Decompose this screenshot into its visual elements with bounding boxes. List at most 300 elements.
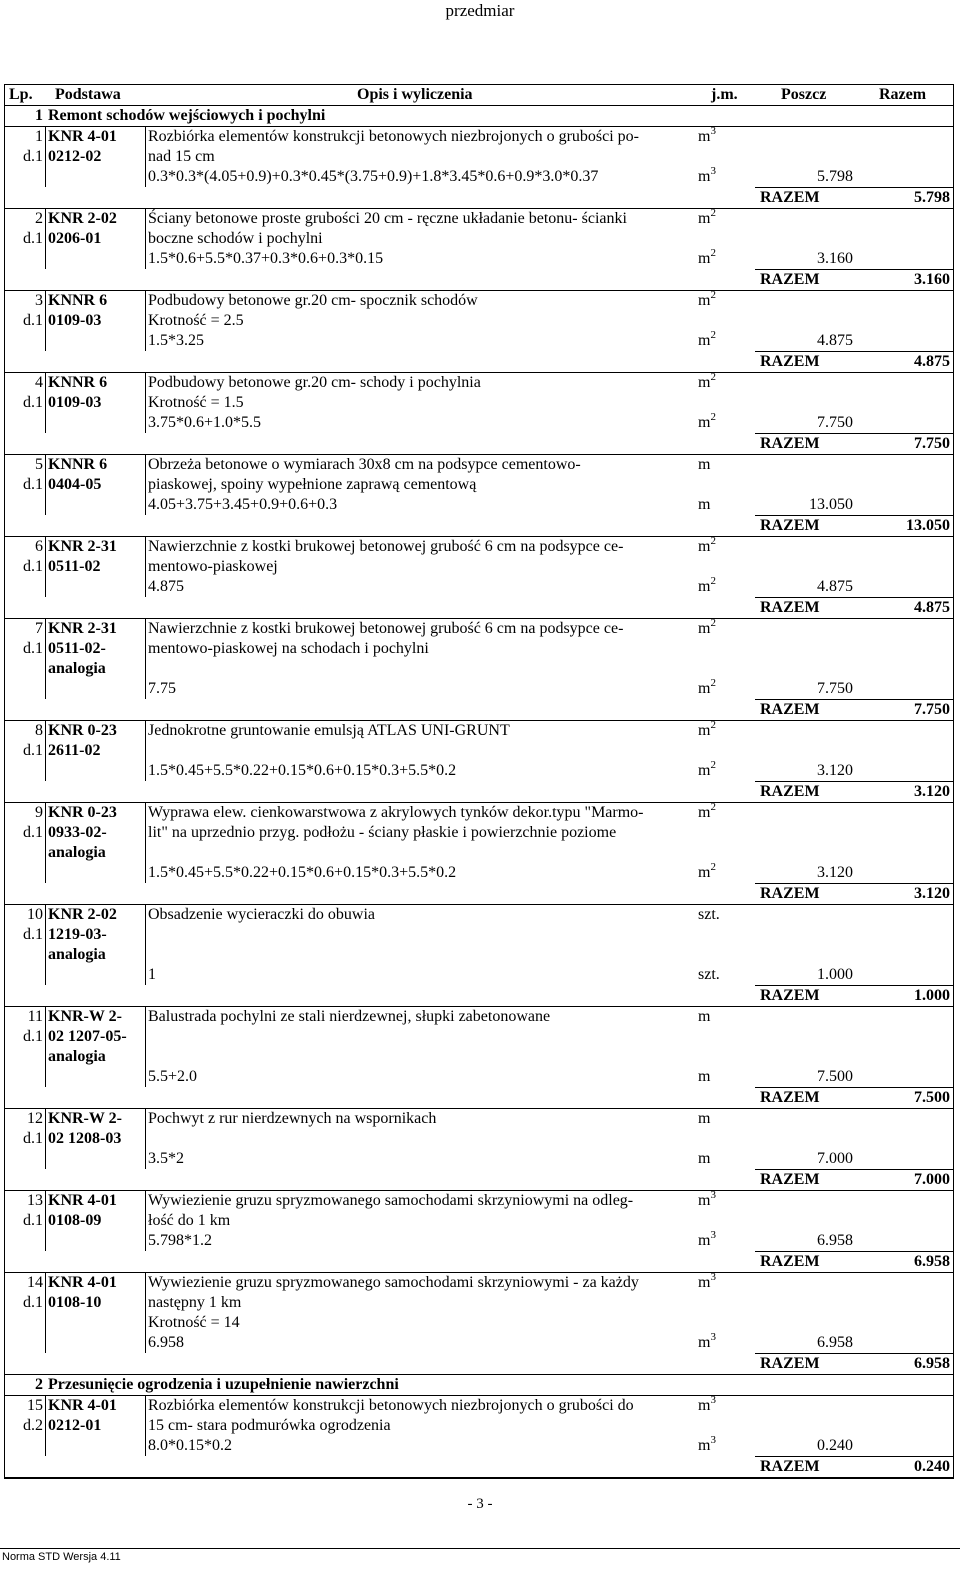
row-unit: [698, 1109, 710, 1129]
row-podstawa-line: KNR 4-01: [48, 1192, 117, 1209]
row-description-line: Podbudowy betonowe gr.20 cm- spocznik schodów: [148, 292, 478, 309]
razem-value: 3.120: [914, 783, 950, 800]
row-calc-unit: [698, 247, 716, 269]
razem-label: RAZEM: [760, 353, 820, 370]
row-description-line: lit" na uprzednio przyg. podłożu - ściany płaskie i powierzchnie poziome: [148, 824, 617, 841]
row-number: 7: [35, 620, 43, 637]
razem-value: 7.750: [914, 701, 950, 718]
unit-exponent: 3: [710, 1189, 716, 1201]
row-poszcz-value: 6.958: [817, 1334, 853, 1351]
razem-value: 0.240: [914, 1458, 950, 1475]
row-calc-unit-text: m: [698, 1150, 711, 1167]
row-unit: [698, 905, 720, 925]
row-unit-text: [698, 801, 716, 821]
unit-exponent: 2: [710, 719, 716, 731]
table-row: [5, 209, 953, 291]
row-podstawa-line: KNNR 6: [48, 456, 108, 473]
row-description-line: łość do 1 km: [148, 1212, 231, 1229]
row-podstawa-line: 0212-01: [48, 1417, 102, 1434]
row-description-line: następny 1 km: [148, 1294, 242, 1311]
row-poszcz-value: 13.050: [809, 496, 853, 513]
column-divider: [45, 127, 46, 187]
column-divider: [145, 803, 146, 883]
row-unit: [698, 801, 716, 823]
razem-value: 7.750: [914, 435, 950, 452]
row-calc-unit: [698, 495, 710, 515]
row-description-line: piaskowej, spoiny wypełnione zaprawą cementową: [148, 476, 477, 493]
row-podstawa-line: KNR 2-31: [48, 538, 117, 555]
row-unit: [698, 1271, 716, 1293]
row-section-ref: d.1: [23, 1212, 43, 1229]
row-podstawa-line: analogia: [48, 1048, 106, 1065]
razem-value: 4.875: [914, 353, 950, 370]
column-divider: [45, 803, 46, 883]
table-body: [4, 106, 954, 1479]
row-podstawa-line: KNR 2-02: [48, 210, 117, 227]
column-divider: [45, 905, 46, 985]
header-podstawa: Podstawa: [55, 86, 121, 103]
razem-label: RAZEM: [760, 701, 820, 718]
razem-value: 3.160: [914, 271, 950, 288]
unit-base: m: [698, 414, 711, 431]
unit-exponent: 3: [710, 125, 716, 137]
row-calc-unit-text: [698, 165, 716, 185]
row-unit-text: [698, 719, 716, 739]
row-description-line: Obsadzenie wycieraczki do obuwia: [148, 906, 376, 923]
unit-base: m: [698, 332, 711, 349]
unit-exponent: 3: [710, 1394, 716, 1406]
section-number: 1: [35, 107, 43, 124]
row-podstawa-line: KNR-W 2-: [48, 1008, 122, 1025]
table-header-row: [4, 84, 954, 106]
row-section-ref: d.1: [23, 476, 43, 493]
row-podstawa-line: KNR 2-31: [48, 620, 117, 637]
row-podstawa-line: 0108-10: [48, 1294, 102, 1311]
row-poszcz-value: 3.160: [817, 250, 853, 267]
row-calculation: 1.5*0.45+5.5*0.22+0.15*0.6+0.15*0.3+5.5*0.2: [148, 864, 457, 881]
row-podstawa-line: 0212-02: [48, 148, 102, 165]
row-number: 12: [27, 1110, 43, 1127]
razem-label: RAZEM: [760, 189, 820, 206]
row-podstawa-line: analogia: [48, 946, 106, 963]
column-divider: [145, 1191, 146, 1251]
row-calculation: 7.75: [148, 680, 176, 697]
razem-label: RAZEM: [760, 1089, 820, 1106]
razem-label: RAZEM: [760, 517, 820, 534]
row-calc-unit-text: [698, 1331, 716, 1351]
razem-label: RAZEM: [760, 1355, 820, 1372]
razem-label: RAZEM: [760, 599, 820, 616]
row-section-ref: d.1: [23, 824, 43, 841]
unit-exponent: 3: [710, 1271, 716, 1283]
unit-base: m: [698, 538, 711, 555]
razem-label: RAZEM: [760, 885, 820, 902]
table-row: [5, 1273, 953, 1375]
row-calculation: 1.5*0.6+5.5*0.37+0.3*0.6+0.3*0.15: [148, 250, 384, 267]
column-divider: [145, 373, 146, 433]
razem-value: 3.120: [914, 885, 950, 902]
row-calc-unit: [698, 1067, 710, 1087]
page-header-title: przedmiar: [445, 1, 515, 20]
row-section-ref: d.1: [23, 640, 43, 657]
row-unit: [698, 455, 710, 475]
column-divider: [45, 1109, 46, 1169]
row-section-ref: d.1: [23, 558, 43, 575]
table-row: [5, 1007, 953, 1109]
column-divider: [145, 127, 146, 187]
row-calc-unit-text: [698, 411, 716, 431]
row-number: 1: [35, 128, 43, 145]
unit-exponent: 3: [710, 1229, 716, 1241]
column-divider: [45, 455, 46, 515]
row-unit-text: [698, 125, 716, 145]
table-row: [5, 619, 953, 721]
row-podstawa-line: KNR 0-23: [48, 804, 117, 821]
table-row: [5, 1191, 953, 1273]
row-unit-text: [698, 371, 716, 391]
unit-base: m: [698, 722, 711, 739]
row-description-line: Nawierzchnie z kostki brukowej betonowej grubość 6 cm na podsypce ce-: [148, 620, 624, 637]
unit-base: m: [698, 620, 711, 637]
unit-base: m: [698, 762, 711, 779]
header-lp: Lp.: [9, 86, 33, 103]
row-calc-unit-text: [698, 759, 716, 779]
row-calc-unit: [698, 329, 716, 351]
razem-value: 7.500: [914, 1089, 950, 1106]
row-calculation: 1: [148, 966, 156, 983]
unit-exponent: 2: [710, 861, 716, 873]
razem-value: 1.000: [914, 987, 950, 1004]
row-unit: [698, 719, 716, 741]
razem-label: RAZEM: [760, 987, 820, 1004]
column-divider: [145, 1007, 146, 1087]
unit-exponent: 2: [710, 575, 716, 587]
row-poszcz-value: 6.958: [817, 1232, 853, 1249]
row-description-line: Nawierzchnie z kostki brukowej betonowej grubość 6 cm na podsypce ce-: [148, 538, 624, 555]
razem-value: 5.798: [914, 189, 950, 206]
row-calc-unit-text: [698, 1434, 716, 1454]
row-unit-text: [698, 617, 716, 637]
row-calc-unit: [698, 759, 716, 781]
row-unit-text: [698, 207, 716, 227]
row-calc-unit: [698, 411, 716, 433]
table-row: [5, 905, 953, 1007]
row-calculation: 4.05+3.75+3.45+0.9+0.6+0.3: [148, 496, 338, 513]
column-divider: [45, 619, 46, 699]
row-number: 9: [35, 804, 43, 821]
row-number: 10: [27, 906, 43, 923]
row-section-ref: d.1: [23, 1294, 43, 1311]
header-poszcz: Poszcz: [781, 86, 827, 103]
row-poszcz-value: 3.120: [817, 762, 853, 779]
row-unit: [698, 125, 716, 147]
row-poszcz-value: 3.120: [817, 864, 853, 881]
row-calculation: 6.958: [148, 1334, 184, 1351]
row-description-line: Balustrada pochylni ze stali nierdzewnej, słupki zabetonowane: [148, 1008, 551, 1025]
row-unit-text: [698, 1271, 716, 1291]
table-row: [5, 537, 953, 619]
column-divider: [45, 1007, 46, 1087]
column-divider: [145, 291, 146, 351]
row-calc-unit-text: szt.: [698, 966, 720, 983]
row-description-line: Wywiezienie gruzu spryzmowanego samochodami skrzyniowymi na odleg-: [148, 1192, 634, 1209]
row-section-ref: d.1: [23, 742, 43, 759]
column-divider: [45, 209, 46, 269]
row-calculation: 3.5*2: [148, 1150, 184, 1167]
row-calculation: 4.875: [148, 578, 184, 595]
row-calc-unit-text: [698, 247, 716, 267]
column-divider: [45, 373, 46, 433]
row-number: 2: [35, 210, 43, 227]
row-calc-unit-text: m: [698, 496, 711, 513]
row-calculation: 1.5*0.45+5.5*0.22+0.15*0.6+0.15*0.3+5.5*0.2: [148, 762, 457, 779]
row-unit-text: szt.: [698, 906, 720, 923]
unit-exponent: 2: [710, 801, 716, 813]
row-description-line: Jednokrotne gruntowanie emulsją ATLAS UNI-GRUNT: [148, 722, 510, 739]
row-section-ref: d.1: [23, 312, 43, 329]
row-description-line: Ściany betonowe proste grubości 20 cm - ręczne układanie betonu- ścianki: [148, 210, 627, 227]
row-unit: [698, 617, 716, 639]
row-section-ref: d.1: [23, 148, 43, 165]
row-podstawa-line: 0206-01: [48, 230, 102, 247]
column-divider: [145, 1273, 146, 1353]
section-row: [5, 106, 953, 127]
table-row: [5, 373, 953, 455]
row-unit-text: m: [698, 1110, 711, 1127]
row-podstawa-line: 02 1207-05-: [48, 1028, 127, 1045]
column-divider: [45, 1273, 46, 1353]
unit-base: m: [698, 210, 711, 227]
column-divider: [45, 291, 46, 351]
row-section-ref: d.1: [23, 230, 43, 247]
section-title: Remont schodów wejściowych i pochylni: [48, 107, 326, 124]
section-row: [5, 1375, 953, 1396]
unit-base: m: [698, 168, 711, 185]
row-description-line: mentowo-piaskowej: [148, 558, 278, 575]
row-podstawa-line: KNNR 6: [48, 292, 108, 309]
row-poszcz-value: 1.000: [817, 966, 853, 983]
unit-base: m: [698, 1274, 711, 1291]
row-number: 6: [35, 538, 43, 555]
unit-base: m: [698, 250, 711, 267]
table-row: [5, 721, 953, 803]
row-section-ref: d.1: [23, 1028, 43, 1045]
row-unit-text: [698, 289, 716, 309]
table-row: [5, 291, 953, 373]
column-divider: [145, 209, 146, 269]
row-section-ref: d.2: [23, 1417, 43, 1434]
footer-divider: [0, 1548, 960, 1549]
row-calc-unit-text: m: [698, 1068, 711, 1085]
row-unit: [698, 1007, 710, 1027]
row-section-ref: d.1: [23, 394, 43, 411]
row-calculation: 8.0*0.15*0.2: [148, 1437, 232, 1454]
row-number: 8: [35, 722, 43, 739]
razem-label: RAZEM: [760, 1458, 820, 1475]
row-calc-unit-text: [698, 1229, 716, 1249]
row-calc-unit-text: [698, 677, 716, 697]
row-calc-unit: [698, 1149, 710, 1169]
row-number: 13: [27, 1192, 43, 1209]
unit-exponent: 3: [710, 1434, 716, 1446]
row-calculation: 5.798*1.2: [148, 1232, 212, 1249]
column-divider: [45, 1396, 46, 1456]
row-calculation: 0.3*0.3*(4.05+0.9)+0.3*0.45*(3.75+0.9)+1.8*3.45*0.6+0.9*3.0*0.37: [148, 168, 599, 185]
row-calc-unit-text: [698, 575, 716, 595]
razem-value: 4.875: [914, 599, 950, 616]
unit-base: m: [698, 1397, 711, 1414]
row-podstawa-line: 0933-02-: [48, 824, 107, 841]
razem-label: RAZEM: [760, 783, 820, 800]
section-title: Przesunięcie ogrodzenia i uzupełnienie nawierzchni: [48, 1376, 399, 1393]
row-unit-text: [698, 1189, 716, 1209]
row-poszcz-value: 7.750: [817, 414, 853, 431]
column-divider: [45, 537, 46, 597]
row-unit: [698, 289, 716, 311]
unit-base: m: [698, 864, 711, 881]
column-divider: [145, 619, 146, 699]
row-poszcz-value: 7.000: [817, 1150, 853, 1167]
row-calculation: 1.5*3.25: [148, 332, 204, 349]
footer-version: Norma STD Wersja 4.11: [2, 1551, 121, 1563]
column-divider: [45, 721, 46, 781]
razem-value: 7.000: [914, 1171, 950, 1188]
row-calc-unit: [698, 1434, 716, 1456]
header-opis: Opis i wyliczenia: [357, 86, 473, 103]
unit-exponent: 2: [710, 247, 716, 259]
column-divider: [145, 721, 146, 781]
row-description-line: Pochwyt z rur nierdzewnych na wspornikach: [148, 1110, 437, 1127]
unit-exponent: 2: [710, 617, 716, 629]
table-row: [5, 455, 953, 537]
row-description-line: Krotność = 1.5: [148, 394, 244, 411]
row-number: 4: [35, 374, 43, 391]
column-divider: [145, 1396, 146, 1456]
unit-exponent: 3: [710, 165, 716, 177]
row-podstawa-line: analogia: [48, 660, 106, 677]
row-section-ref: d.1: [23, 926, 43, 943]
row-calc-unit: [698, 165, 716, 187]
razem-label: RAZEM: [760, 271, 820, 288]
unit-base: m: [698, 1334, 711, 1351]
column-divider: [145, 537, 146, 597]
row-unit-text: [698, 1394, 716, 1414]
row-calc-unit: [698, 861, 716, 883]
row-podstawa-line: 0108-09: [48, 1212, 102, 1229]
unit-exponent: 3: [710, 1331, 716, 1343]
row-description-line: Rozbiórka elementów konstrukcji betonowych niezbrojonych o grubości po-: [148, 128, 639, 145]
row-podstawa-line: KNR 4-01: [48, 128, 117, 145]
row-description-line: Podbudowy betonowe gr.20 cm- schody i pochylnia: [148, 374, 481, 391]
row-poszcz-value: 7.750: [817, 680, 853, 697]
row-description-line: Obrzeża betonowe o wymiarach 30x8 cm na podsypce cementowo-: [148, 456, 581, 473]
table-row: [5, 803, 953, 905]
unit-base: m: [698, 1437, 711, 1454]
row-section-ref: d.1: [23, 1130, 43, 1147]
unit-exponent: 2: [710, 411, 716, 423]
unit-exponent: 2: [710, 759, 716, 771]
row-poszcz-value: 4.875: [817, 332, 853, 349]
section-number: 2: [35, 1376, 43, 1393]
column-divider: [145, 1109, 146, 1169]
estimate-table: [4, 84, 954, 1479]
row-number: 11: [27, 1008, 43, 1025]
unit-exponent: 2: [710, 289, 716, 301]
row-description-line: mentowo-piaskowej na schodach i pochylni: [148, 640, 429, 657]
row-podstawa-line: KNR 4-01: [48, 1397, 117, 1414]
unit-base: m: [698, 1232, 711, 1249]
row-unit: [698, 1394, 716, 1416]
row-description-line: Wywiezienie gruzu spryzmowanego samochodami skrzyniowymi - za każdy: [148, 1274, 639, 1291]
row-calc-unit: [698, 1229, 716, 1251]
column-divider: [145, 905, 146, 985]
razem-value: 6.958: [914, 1253, 950, 1270]
unit-exponent: 2: [710, 535, 716, 547]
row-number: 3: [35, 292, 43, 309]
header-razem: Razem: [879, 86, 927, 103]
row-unit-text: m: [698, 1008, 711, 1025]
unit-base: m: [698, 578, 711, 595]
row-podstawa-line: KNNR 6: [48, 374, 108, 391]
row-description-line: 15 cm- stara podmurówka ogrodzenia: [148, 1417, 391, 1434]
row-description-line: Krotność = 14: [148, 1314, 240, 1331]
row-poszcz-value: 4.875: [817, 578, 853, 595]
column-divider: [145, 455, 146, 515]
unit-exponent: 2: [710, 371, 716, 383]
row-number: 15: [27, 1397, 43, 1414]
header-jm: j.m.: [711, 86, 738, 103]
razem-label: RAZEM: [760, 1171, 820, 1188]
column-divider: [45, 1191, 46, 1251]
row-calc-unit-text: [698, 861, 716, 881]
row-poszcz-value: 5.798: [817, 168, 853, 185]
row-unit: [698, 207, 716, 229]
row-podstawa-line: 2611-02: [48, 742, 101, 759]
row-podstawa-line: 0511-02: [48, 558, 101, 575]
table-row: [5, 1396, 953, 1478]
row-podstawa-line: KNR 0-23: [48, 722, 117, 739]
unit-base: m: [698, 292, 711, 309]
row-podstawa-line: 0511-02-: [48, 640, 106, 657]
row-podstawa-line: 02 1208-03: [48, 1130, 122, 1147]
unit-base: m: [698, 680, 711, 697]
unit-exponent: 2: [710, 677, 716, 689]
razem-value: 13.050: [906, 517, 950, 534]
row-unit-text: [698, 535, 716, 555]
unit-base: m: [698, 1192, 711, 1209]
row-calc-unit-text: [698, 329, 716, 349]
row-description-line: nad 15 cm: [148, 148, 215, 165]
table-row: [5, 1109, 953, 1191]
row-podstawa-line: KNR 4-01: [48, 1274, 117, 1291]
row-unit: [698, 535, 716, 557]
unit-base: m: [698, 374, 711, 391]
row-description-line: boczne schodów i pochylni: [148, 230, 323, 247]
row-poszcz-value: 0.240: [817, 1437, 853, 1454]
page-number: - 3 -: [467, 1496, 493, 1512]
unit-base: m: [698, 128, 711, 145]
row-unit: [698, 1189, 716, 1211]
row-podstawa-line: KNR-W 2-: [48, 1110, 122, 1127]
row-podstawa-line: 0109-03: [48, 394, 102, 411]
row-unit: [698, 371, 716, 393]
row-description-line: Krotność = 2.5: [148, 312, 244, 329]
row-calculation: 3.75*0.6+1.0*5.5: [148, 414, 262, 431]
row-number: 5: [35, 456, 43, 473]
row-description-line: Rozbiórka elementów konstrukcji betonowych niezbrojonych o grubości do: [148, 1397, 634, 1414]
table-row: [5, 127, 953, 209]
row-podstawa-line: 1219-03-: [48, 926, 107, 943]
